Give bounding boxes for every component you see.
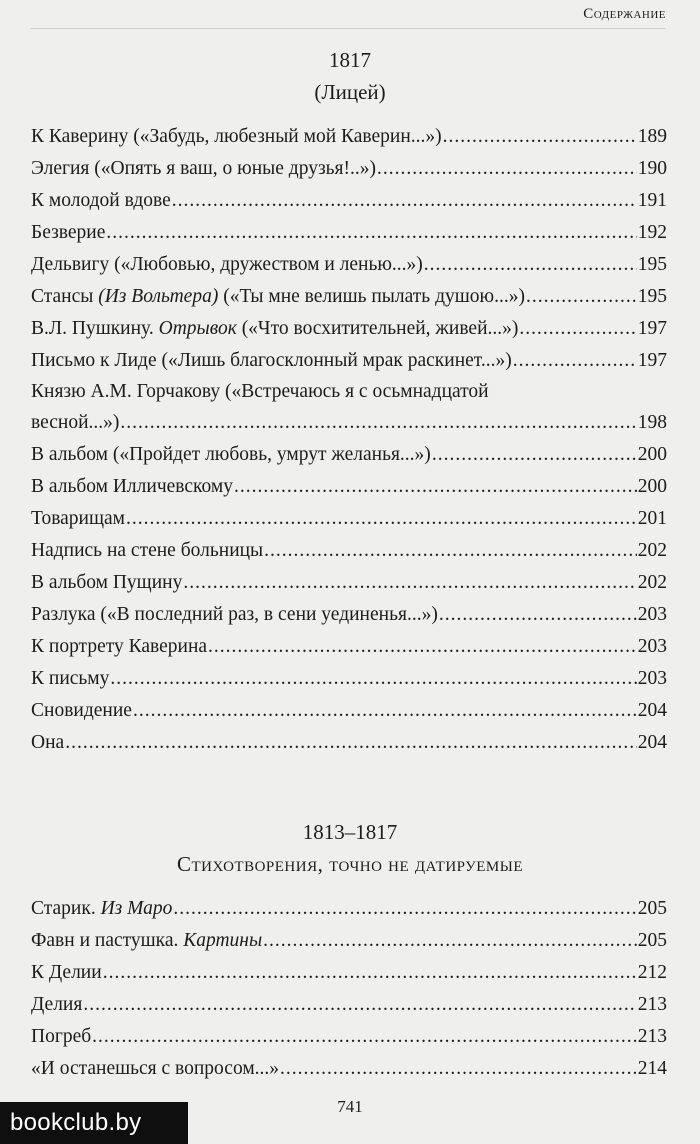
toc-entry-page: 197 (637, 350, 667, 371)
toc-entry-title (31, 727, 64, 759)
toc-entry-title (31, 153, 376, 185)
toc-entry-page: 197 (637, 318, 667, 339)
toc-entry-title (31, 503, 125, 535)
dot-leader (120, 407, 636, 439)
section-1-toc (31, 121, 667, 759)
toc-entry-page: 203 (637, 604, 667, 625)
toc-entry-first-line (31, 377, 667, 407)
toc-entry-text-part: Делия (31, 994, 83, 1015)
toc-entry-italic-part: Из Маро (100, 898, 173, 919)
toc-entry (31, 439, 667, 471)
toc-entry-title (31, 1053, 279, 1085)
toc-entry-title (31, 407, 119, 439)
toc-entry-text-part: Дельвигу («Любовью, дружеством и ленью...») (31, 254, 423, 275)
toc-entry-page: 189 (637, 126, 667, 147)
toc-entry (31, 957, 667, 989)
toc-entry (31, 313, 667, 345)
toc-entry (31, 925, 667, 957)
toc-entry-page: 214 (637, 1058, 667, 1079)
toc-entry-page: 192 (637, 222, 667, 243)
toc-entry-title (31, 535, 263, 567)
toc-entry-page: 202 (637, 540, 667, 561)
dot-leader (103, 957, 637, 989)
toc-entry (31, 407, 667, 439)
dot-leader (173, 893, 636, 925)
toc-entry-page: 212 (637, 962, 667, 983)
toc-entry-page: 191 (637, 190, 667, 211)
toc-entry-text-part: Старик. (31, 898, 101, 919)
toc-entry-page: 200 (637, 444, 667, 465)
toc-entry-text-part: В альбом Илличевскому (31, 476, 233, 497)
toc-entry (31, 185, 667, 217)
toc-entry-title (31, 893, 172, 925)
section-2-toc (31, 893, 667, 1085)
dot-leader (264, 535, 637, 567)
toc-entry (31, 153, 667, 185)
toc-entry-page: 200 (637, 476, 667, 497)
toc-entry (31, 345, 667, 377)
toc-entry-italic-part: Отрывок (158, 318, 237, 339)
toc-entry-page: 213 (637, 994, 667, 1015)
toc-entry (31, 535, 667, 567)
toc-entry-title (31, 249, 423, 281)
toc-entry-text-part: К Делии (31, 962, 102, 983)
section-2-year: 1813–1817 (302, 820, 398, 844)
page-number: 741 (337, 1097, 363, 1116)
dot-leader (208, 631, 637, 663)
dot-leader (519, 313, 636, 345)
toc-entry (31, 249, 667, 281)
toc-entry-page: 204 (637, 732, 667, 753)
toc-entry-title (31, 957, 102, 989)
dot-leader (432, 439, 637, 471)
dot-leader (263, 925, 637, 957)
toc-entry-title (31, 471, 233, 503)
toc-entry-title (31, 567, 182, 599)
toc-entry-text-part: К молодой вдове (31, 190, 171, 211)
toc-entry-title (31, 631, 207, 663)
toc-entry-text-part: В альбом Пущину (31, 572, 183, 593)
running-header: Содержание (583, 6, 666, 22)
dot-leader (183, 567, 636, 599)
toc-entry-text-part: («Ты мне велишь пылать душою...») (218, 286, 525, 307)
section-1-subtitle: (Лицей) (314, 80, 386, 104)
toc-entry-text-part: Фавн и пастушка. (31, 930, 184, 951)
toc-entry (31, 503, 667, 535)
toc-entry-page: 205 (637, 930, 667, 951)
dot-leader (377, 153, 637, 185)
toc-entry-page: 198 (637, 412, 667, 433)
toc-entry-page: 195 (637, 254, 667, 275)
toc-entry-title (31, 663, 109, 695)
toc-entry-page: 190 (637, 158, 667, 179)
dot-leader (92, 1021, 637, 1053)
toc-entry-title: Князю А.М. Горчакову («Встречаюсь я с осьмнадцатой (31, 381, 489, 402)
toc-entry-italic-part: Картины (183, 930, 263, 951)
dot-leader (110, 663, 636, 695)
toc-entry-page: 202 (637, 572, 667, 593)
toc-entry (31, 989, 667, 1021)
watermark-logo: bookclub.by (0, 1102, 188, 1144)
toc-entry-text-part: К письму (31, 668, 110, 689)
toc-entry-page: 203 (637, 668, 667, 689)
toc-entry-page: 205 (637, 898, 667, 919)
dot-leader (133, 695, 637, 727)
toc-entry-text-part: Надпись на стене больницы (31, 540, 264, 561)
toc-entry-title (31, 313, 518, 345)
dot-leader (526, 281, 637, 313)
toc-entry-text-part: Стансы (31, 286, 99, 307)
toc-entry-page: 213 (637, 1026, 667, 1047)
toc-entry-title (31, 925, 262, 957)
section-2-subtitle: Стихотворения, точно не датируемые (177, 852, 523, 876)
toc-entry-page: 204 (637, 700, 667, 721)
dot-leader (513, 345, 637, 377)
toc-entry-page: 201 (637, 508, 667, 529)
toc-entry-text-part: Товарищам (31, 508, 125, 529)
dot-leader (83, 989, 636, 1021)
toc-entry (31, 121, 667, 153)
toc-entry-text-part: («Что восхитительней, живей...») (236, 318, 519, 339)
toc-entry (31, 567, 667, 599)
toc-entry-title (31, 217, 105, 249)
toc-entry-text-part: Безверие (31, 222, 106, 243)
toc-entry-text-part: «И останешься с вопросом...» (31, 1058, 280, 1079)
toc-entry-title (31, 121, 442, 153)
toc-entry-text-part: К Каверину («Забудь, любезный мой Каверин...») (31, 126, 442, 147)
toc-entry-text-part: В альбом («Пройдет любовь, умрут желанья...») (31, 444, 431, 465)
dot-leader (106, 217, 636, 249)
toc-entry-page: 203 (637, 636, 667, 657)
toc-entry (31, 471, 667, 503)
toc-entry-title (31, 599, 438, 631)
header-rule (30, 28, 666, 29)
toc-entry-text-part: Погреб (31, 1026, 92, 1047)
toc-entry-text-part: Письмо к Лиде («Лишь благосклонный мрак раскинет...») (31, 350, 512, 371)
toc-entry (31, 599, 667, 631)
toc-entry-text-part: К портрету Каверина (31, 636, 208, 657)
toc-entry (31, 217, 667, 249)
dot-leader (280, 1053, 637, 1085)
toc-entry (31, 631, 667, 663)
toc-entry (31, 893, 667, 925)
toc-entry (31, 1021, 667, 1053)
toc-entry-title (31, 281, 525, 313)
dot-leader (172, 185, 637, 217)
toc-entry-text-part: В.Л. Пушкину. (31, 318, 159, 339)
dot-leader (126, 503, 637, 535)
dot-leader (439, 599, 637, 631)
toc-entry-title (31, 695, 132, 727)
toc-entry-text-part: Сновидение (31, 700, 132, 721)
toc-entry-page: 195 (637, 286, 667, 307)
toc-entry-text-part: весной...») (31, 412, 120, 433)
dot-leader (443, 121, 637, 153)
toc-entry-title (31, 439, 431, 471)
dot-leader (234, 471, 637, 503)
toc-entry-title (31, 989, 82, 1021)
toc-entry-title (31, 345, 512, 377)
toc-entry (31, 663, 667, 695)
toc-entry (31, 281, 667, 313)
toc-entry (31, 695, 667, 727)
toc-entry (31, 727, 667, 759)
toc-entry-title (31, 1021, 91, 1053)
toc-entry-text-part: Разлука («В последний раз, в сени уединенья...») (31, 604, 438, 625)
toc-entry-title (31, 185, 171, 217)
toc-entry-text-part: Элегия («Опять я ваш, о юные друзья!..») (31, 158, 376, 179)
toc-entry (31, 1053, 667, 1085)
section-1-year: 1817 (329, 48, 371, 72)
dot-leader (424, 249, 637, 281)
toc-entry-text-part: Она (31, 732, 65, 753)
dot-leader (65, 727, 637, 759)
toc-entry-italic-part: (Из Вольтера) (98, 286, 219, 307)
